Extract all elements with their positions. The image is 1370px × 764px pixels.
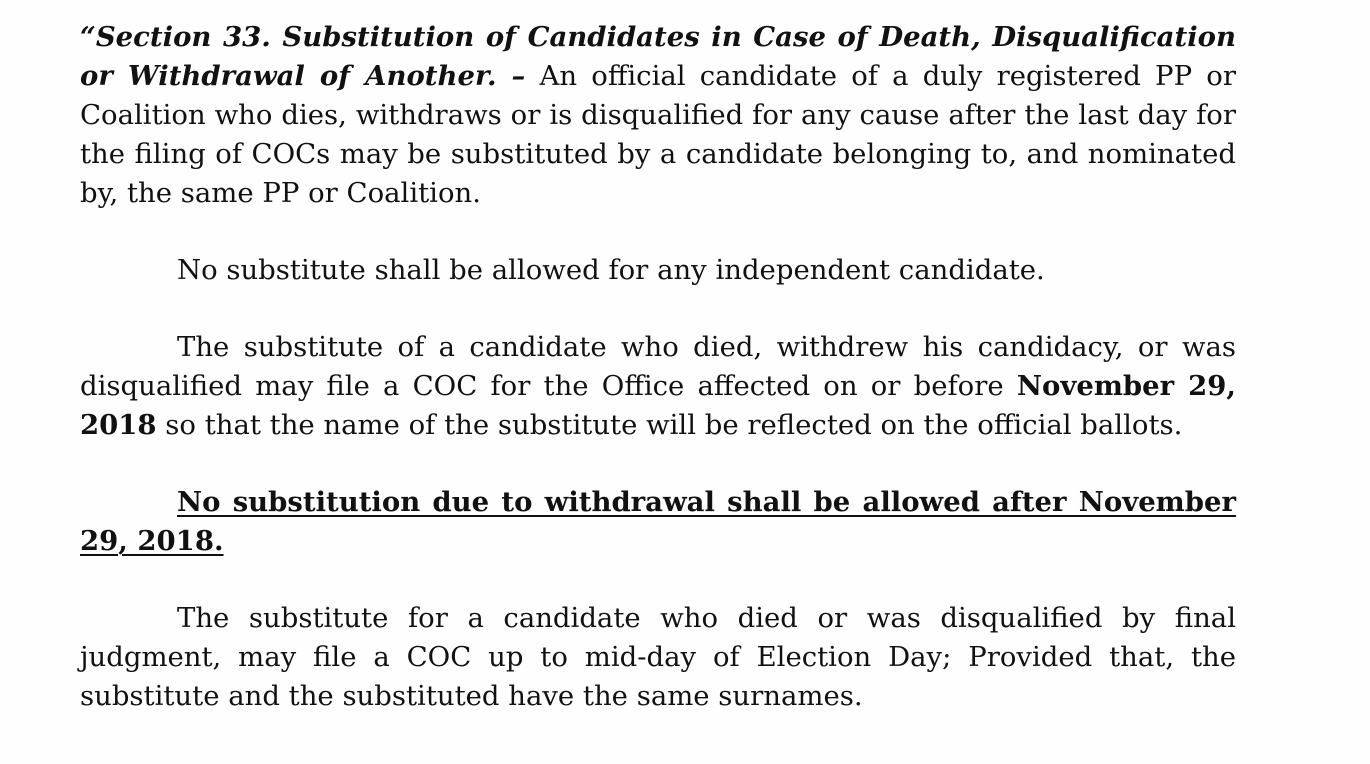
election-day-substitute-paragraph: The substitute for a candidate who died or was disqualified by final judgment, may file a COC up to mid-day of Election Day; Provided that, the substitute and the substituted have the same surnames. [80,602,1236,712]
no-substitution-paragraph [80,483,1236,561]
substitute-filing-paragraph [80,328,1236,445]
paragraph-spacer [80,213,1236,251]
paragraph-spacer [80,290,1236,328]
section-33-paragraph [80,18,1236,213]
substitute-filing-text-end: so that the name of the substitute will be reflected on the official ballots. [156,409,1183,441]
paragraph-spacer [80,561,1236,599]
no-substitution-text: No substitution due to withdrawal shall be allowed after November 29, 2018. [80,486,1236,557]
independent-candidate-paragraph: No substitute shall be allowed for any independent candidate. [177,254,1045,286]
paragraph-spacer [80,445,1236,483]
deadline-date: November 29, 2018 [80,370,1236,441]
section-heading: “Section 33. Substitution of Candidates in Case of Death, Disqualification or Withdrawal of Another. – [80,21,1236,92]
substitute-filing-text-start: The substitute of a candidate who died, withdrew his candidacy, or was disqualified may file a COC for the Office affected on or before [80,331,1236,402]
document-text [80,18,1236,716]
section-body: An official candidate of a duly registered PP or Coalition who dies, withdraws or is disqualified for any cause after the last day for the filing of COCs may be substituted by a candidate belonging to, and nominated by, the same PP or Coalition. [80,60,1236,209]
